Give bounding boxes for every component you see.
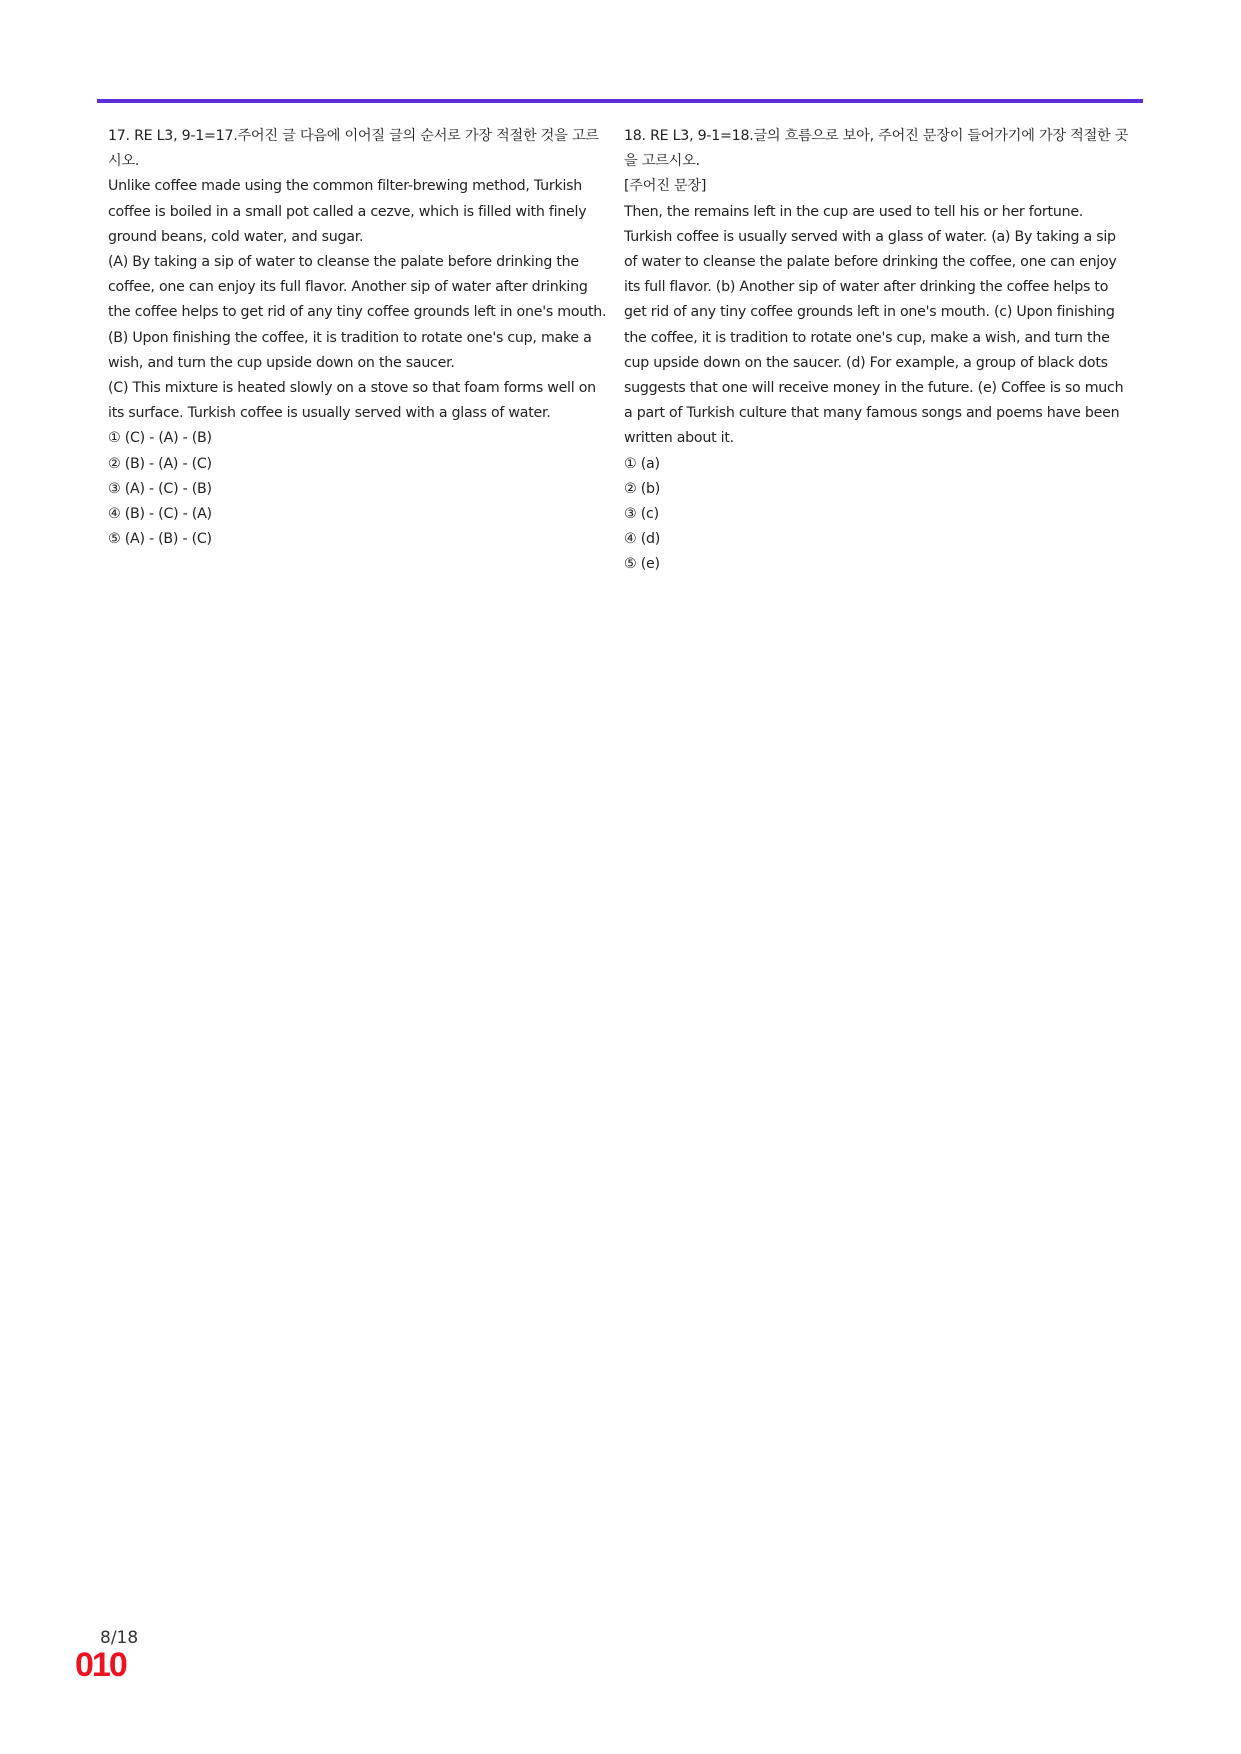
page-number: 8/18 [100, 1628, 139, 1648]
question-18-option-1: ① (a) [624, 455, 660, 472]
question-18-passage: Turkish coffee is usually served with a glass of water. (a) By taking a sip of water to cleanse the palate before drinking the coffee, one can enjoy its full flavor. (b) Another sip of water after drinking the coffee helps to get rid of any tiny coffee grounds left in one's mouth. (c) Upon finishing the coffee, it is tradition to rotate one's cup, make a wish, and turn the cup upside down on the saucer. (d) For example, a group of black dots suggests that one will receive money in the future. (e) Coffee is so much a part of Turkish culture that many famous songs and poems have been written about it. [624, 228, 1124, 447]
question-18-option-2: ② (b) [624, 480, 661, 497]
question-18-title: 18. RE L3, 9-1=18.글의 흐름으로 보아, 주어진 문장이 들어가기에 가장 적절한 곳을 고르시오. [624, 128, 1129, 170]
question-17-paragraph-b: (B) Upon finishing the coffee, it is tradition to rotate one's cup, make a wish, and turn the cup upside down on the saucer. [108, 329, 592, 371]
question-18 [624, 124, 1129, 578]
question-18-option-5: ⑤ (e) [624, 556, 660, 573]
brand-logo: 010 [75, 1646, 126, 1684]
question-17-paragraph-a: (A) By taking a sip of water to cleanse the palate before drinking the coffee, one can enjoy its full flavor. Another sip of water after drinking the coffee helps to get rid of any tiny coffee grounds left in one's mouth. [108, 254, 607, 321]
given-sentence-label: [주어진 문장] [624, 178, 707, 195]
given-sentence: Then, the remains left in the cup are used to tell his or her fortune. [624, 203, 1084, 220]
question-17-intro: Unlike coffee made using the common filter-brewing method, Turkish coffee is boiled in a small pot called a cezve, which is filled with finely ground beans, cold water, and sugar. [108, 178, 587, 245]
question-17-paragraph-c: (C) This mixture is heated slowly on a stove so that foam forms well on its surface. Turkish coffee is usually served with a glass of water. [108, 380, 596, 422]
question-17-option-4: ④ (B) - (C) - (A) [108, 506, 212, 523]
question-17 [108, 124, 608, 552]
question-18-option-3: ③ (c) [624, 506, 659, 523]
question-17-title: 17. RE L3, 9-1=17.주어진 글 다음에 이어질 글의 순서로 가장 적절한 것을 고르시오. [108, 128, 599, 170]
question-17-option-5: ⑤ (A) - (B) - (C) [108, 531, 212, 548]
question-17-option-3: ③ (A) - (C) - (B) [108, 480, 212, 497]
header-rule [97, 99, 1143, 103]
question-17-option-1: ① (C) - (A) - (B) [108, 430, 212, 447]
question-17-option-2: ② (B) - (A) - (C) [108, 455, 212, 472]
question-18-option-4: ④ (d) [624, 531, 661, 548]
